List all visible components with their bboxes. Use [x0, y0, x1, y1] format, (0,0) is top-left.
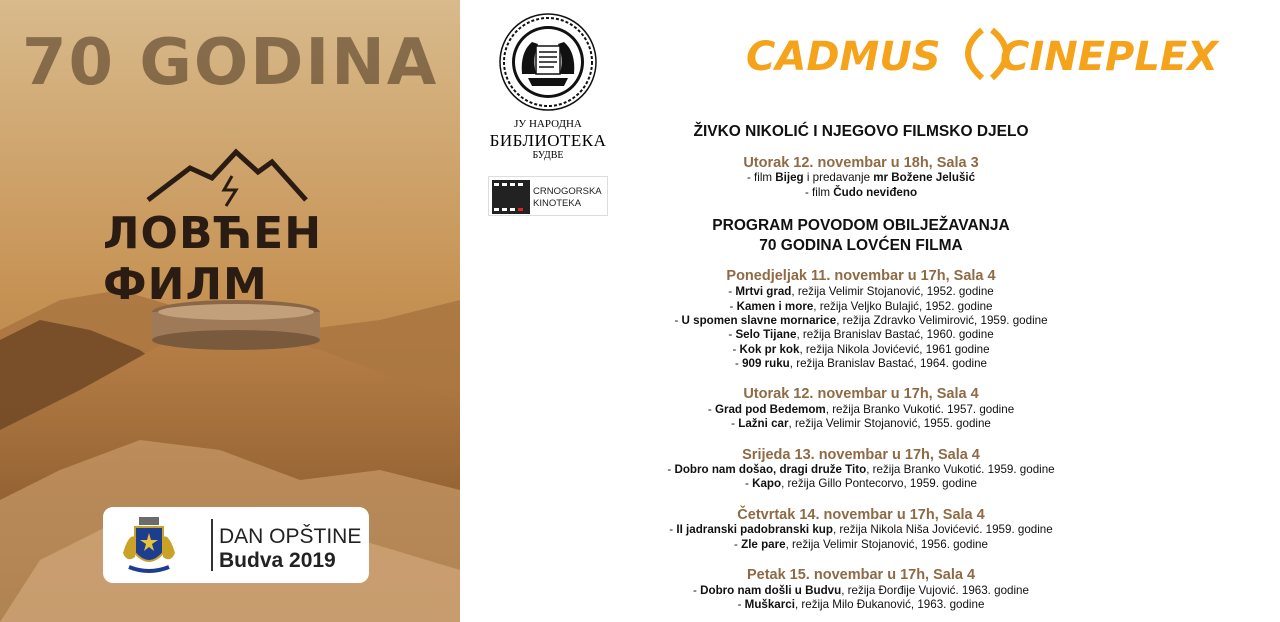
film-brand-name: ЛОВЋЕН ФИЛМ [103, 208, 323, 310]
poster-image [0, 0, 460, 622]
program-heading-2b: 70 GODINA LOVĆEN FILMA [759, 237, 963, 254]
day-heading-tuesday: Utorak 12. novembar u 17h, Sala 4 [743, 386, 979, 402]
film-entry: - II jadranski padobranski kup, režija Nikola Niša Jovićević. 1959. godine [669, 523, 1053, 536]
library-name-line1: ЈУ НАРОДНА [514, 118, 582, 130]
film-entry: - Muškarci, režija Milo Đukanović, 1963. godine [737, 598, 985, 611]
kinoteka-logo [488, 176, 608, 216]
day-heading-monday: Ponedjeljak 11. novembar u 17h, Sala 4 [726, 268, 996, 284]
film-entry: - U spomen slavne mornarice, režija Zdravko Velimirović, 1959. godine [674, 314, 1048, 327]
kinoteka-line2: KINOTEKA [533, 198, 582, 209]
film-entry: - Dobro nam došli u Budvu, režija Đorđije Vujović. 1963. godine [693, 584, 1029, 597]
film-entry: - Lažni car, režija Velimir Stojanović, 1955. godine [731, 417, 991, 430]
film-strip-icon [492, 180, 530, 214]
library-name-line3: БУДВЕ [532, 150, 564, 161]
film-entry: - Kok pr kok, režija Nikola Jovićević, 1961 godine [732, 343, 990, 356]
day-heading-thursday: Četvrtak 14. novembar u 17h, Sala 4 [737, 507, 985, 523]
logo-left-text: CADMUS [746, 34, 941, 80]
budva-crest-icon [119, 513, 179, 577]
film-entry: - Grad pod Bedemom, režija Branko Vukotić. 1957. godine [707, 403, 1015, 416]
film-entry: - Mrtvi grad, režija Velimir Stojanović, 1952. godine [728, 285, 994, 298]
program-heading-1: ŽIVKO NIKOLIĆ I NJEGOVO FILMSKO DJELO [693, 123, 1029, 140]
film-entry: - Selo Tijane, režija Branislav Bastać, 1960. godine [728, 328, 994, 341]
badge-line2: Budva 2019 [219, 549, 336, 572]
event1-day: Utorak 12. novembar u 18h, Sala 3 [743, 155, 979, 171]
anniversary-title: 70 GODINA [22, 26, 439, 100]
library-logo-icon [498, 12, 598, 112]
badge-line1: DAN OPŠTINE [219, 525, 362, 548]
event1-item-2: - film Čudo neviđeno [804, 186, 918, 199]
film-entry: - Zle pare, režija Velimir Stojanović, 1956. godine [734, 538, 988, 551]
cadmus-cineplex-logo [744, 18, 1230, 88]
municipality-day-badge [103, 507, 369, 583]
badge-divider [211, 519, 213, 571]
kinoteka-line1: CRNOGORSKA [533, 186, 602, 197]
film-entry: - Kamen i more, režija Veljko Bulajić, 1952. godine [729, 300, 993, 313]
logo-right-text: CINEPLEX [1000, 34, 1219, 80]
film-entry: - 909 ruku, režija Branislav Bastać, 1964. godine [734, 357, 987, 370]
day-heading-friday: Petak 15. novembar u 17h, Sala 4 [746, 567, 976, 583]
film-entry: - Kapo, režija Gillo Pontecorvo, 1959. godine [744, 477, 977, 490]
film-entry: - Dobro nam došao, dragi druže Tito, režija Branko Vukotić. 1959. godine [667, 463, 1055, 476]
library-name-line2: БИБЛИОТЕКА [489, 131, 607, 150]
event1-item-1: - film Bijeg i predavanje mr Božene Jelušić [746, 171, 976, 184]
day-heading-wednesday: Srijeda 13. novembar u 17h, Sala 4 [742, 447, 980, 463]
program-heading-2a: PROGRAM POVODOM OBILJEŽAVANJA [712, 217, 1010, 234]
